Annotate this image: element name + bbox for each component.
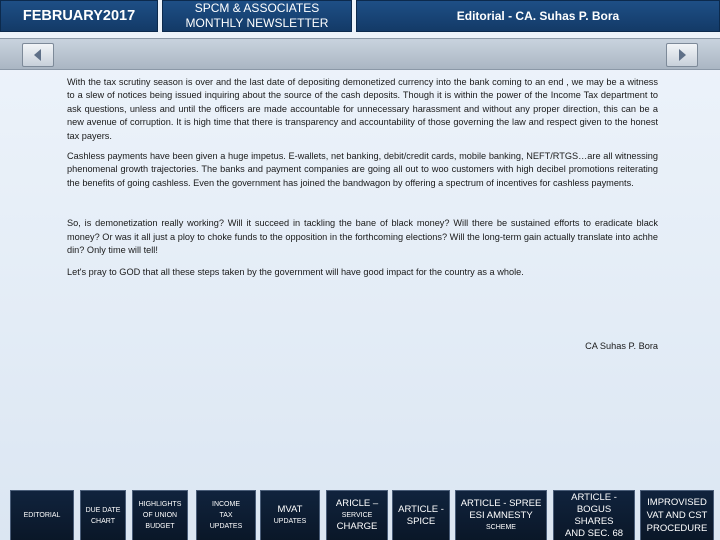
- tab-label: DUE DATE: [85, 506, 121, 514]
- tab-label: VAT AND CST: [646, 510, 708, 521]
- editorial-heading: [356, 0, 720, 32]
- next-page-button[interactable]: [666, 43, 698, 67]
- article-paragraph: Cashless payments have been given a huge impetus. E-wallets, net banking, debit/credit cards, mobile banking, NEFT/RTGS…are all witnessing phenomenal growth trajectories. The banks and payment companies are going all out to woo customers with high decibel promotions reiterating the benefits of going cashless. Even the government has joined the bandwagon by offering a spectrum of incentives for cashless payments.: [67, 151, 658, 188]
- arrow-left-icon: [30, 47, 46, 63]
- editorial-article: [67, 76, 658, 300]
- tab-mvat-updates[interactable]: [260, 490, 320, 540]
- newsletter-title: [162, 0, 352, 32]
- tab-label: AND SEC. 68: [564, 527, 624, 539]
- section-tab-bar: [0, 484, 720, 540]
- tab-article-spree-esi-amnesty[interactable]: [455, 490, 547, 540]
- tab-income-tax-updates[interactable]: [196, 490, 256, 540]
- newsletter-date-text: FEBRUARY2017: [22, 8, 136, 24]
- tab-label: INCOME: [212, 501, 240, 508]
- newsletter-title-line1: SPCM & ASSOCIATES: [194, 1, 320, 15]
- tab-label: BUDGET: [145, 523, 175, 530]
- tab-label: ARICLE –: [335, 498, 379, 509]
- tab-label: SCHEME: [486, 524, 516, 531]
- tab-label: PROCEDURE: [646, 523, 708, 534]
- editorial-heading-text: Editorial - CA. Suhas P. Bora: [456, 9, 620, 23]
- tab-label: HIGHLIGHTS: [138, 501, 182, 508]
- tab-label: IMPROVISED: [647, 497, 707, 508]
- tab-label: OF UNION: [142, 512, 178, 519]
- tab-label: CHARGE: [336, 521, 378, 532]
- tab-label: ESI AMNESTY: [469, 510, 533, 521]
- article-paragraph: So, is demonetization really working? Will it succeed in tackling the bane of black money? Will there be sustained efforts to eradicate black money? Or was it all just a ploy to choke funds to the opposition in the forthcoming elections? Will the long-term gain actually translate into achhe din? Only time will tell!: [67, 218, 658, 256]
- tab-label: CHART: [91, 517, 115, 525]
- tab-due-date-chart[interactable]: [80, 490, 126, 540]
- author-signature: CA Suhas P. Bora: [585, 341, 658, 351]
- tab-article-bogus-shares[interactable]: [553, 490, 635, 540]
- tab-article-spice[interactable]: [392, 490, 450, 540]
- tab-highlights-union-budget[interactable]: [132, 490, 188, 540]
- tab-label: MVAT: [277, 504, 303, 515]
- tab-editorial[interactable]: [10, 490, 74, 540]
- tab-label: EDITORIAL: [23, 512, 61, 519]
- tab-article-service-charge[interactable]: [326, 490, 388, 540]
- tab-label: BOGUS SHARES: [574, 503, 614, 527]
- tab-label: ARTICLE - SPREE: [460, 498, 542, 509]
- article-paragraph: Let's pray to GOD that all these steps taken by the government will have good impact for the country as a whole.: [67, 267, 524, 278]
- tab-label: UPDATES: [273, 518, 307, 525]
- tab-label: SERVICE: [341, 512, 373, 519]
- previous-page-button[interactable]: [22, 43, 54, 67]
- tab-label: SPICE: [406, 515, 436, 527]
- tab-label: ARTICLE -: [571, 491, 617, 503]
- tab-label: UPDATES: [209, 523, 243, 530]
- tab-label: ARTICLE -: [398, 503, 444, 515]
- arrow-right-icon: [674, 47, 690, 63]
- navigation-bar: [0, 38, 720, 70]
- tab-label: TAX: [219, 512, 233, 519]
- tab-improvised-vat-cst[interactable]: [640, 490, 714, 540]
- newsletter-title-line2: MONTHLY NEWSLETTER: [185, 16, 329, 30]
- newsletter-date: [0, 0, 158, 32]
- article-paragraph: With the tax scrutiny season is over and the last date of depositing demonetized currency into the bank coming to an end , we may be a witness to a slew of notices being issued inquiring about the source of the cash deposits. Though it is within the power of the Income Tax department to ask questions, unless and until the officers are made accountable for unnecessary harassment and without any proper direction, this can be a new avenue of corruption. It is high time that there is transparency and accountability of those governing the law and respect given to the honest tax payers.: [67, 77, 658, 141]
